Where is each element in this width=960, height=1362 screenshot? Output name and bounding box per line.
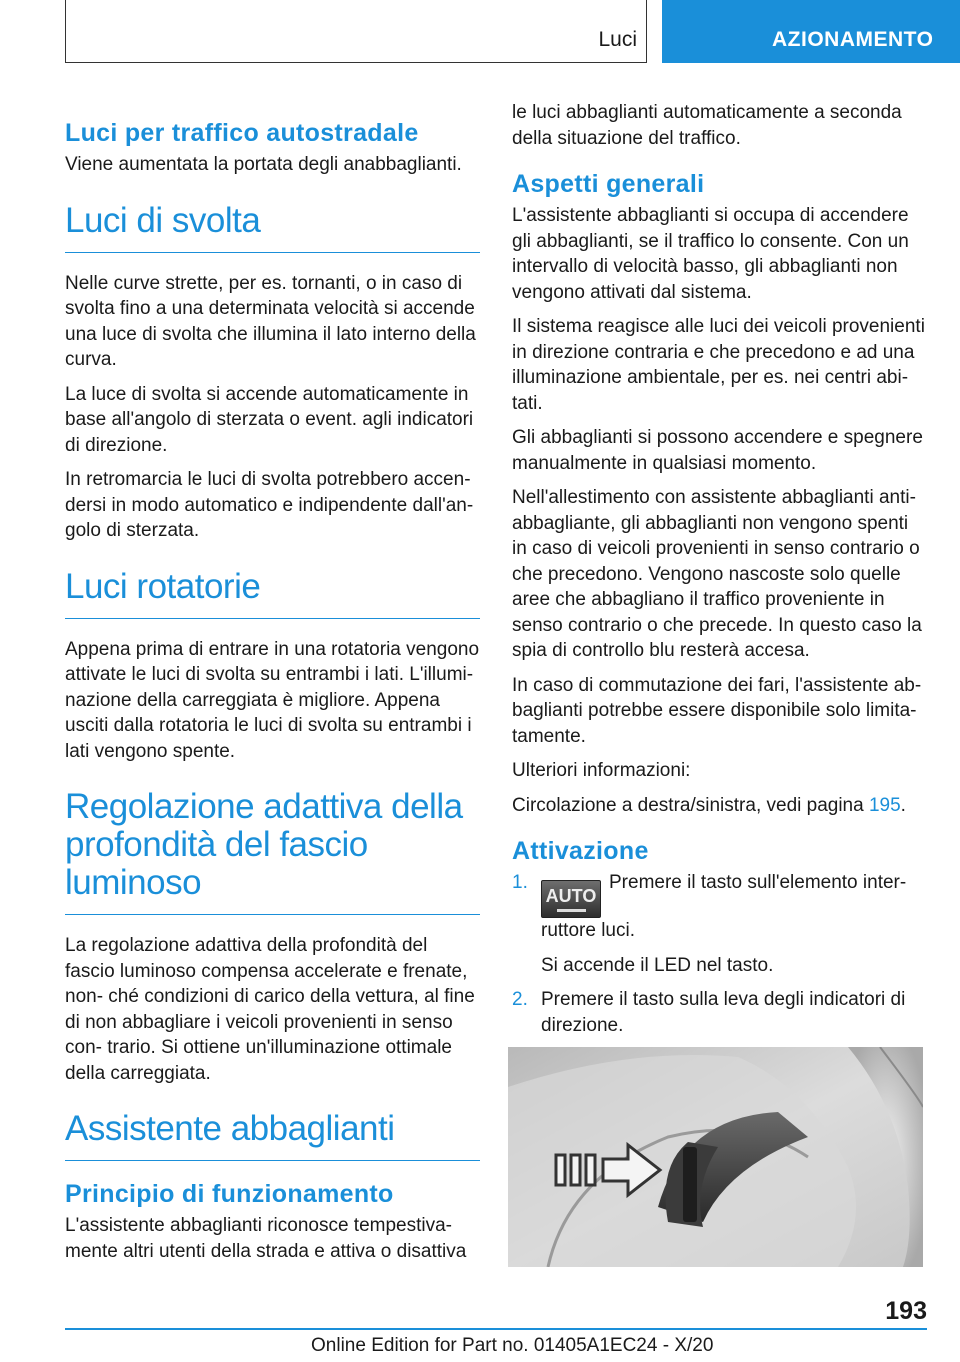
step-note: Si accende il LED nel tasto. [541,954,774,976]
period: . [900,794,906,816]
paragraph: le luci abbaglianti automaticamente a seconda della situazione del traffico. [512,102,902,149]
list-item [512,987,927,1038]
activation-steps [512,870,927,1038]
paragraph: Appena prima di entrare in una rotatoria vengono attivate le luci di svolta su entrambi i lati. L'illumi- nazione della carreggiata è migliore. Appena usciti dalla rotatoria le luci di svolta su entrambi i lati vengono spente. [65,638,480,762]
led-indicator [557,909,586,912]
heading-principle: Principio di funzionamento [65,1180,394,1208]
paragraph: La regolazione adattiva della profondità del fascio luminoso compensa accelerate e frenate, non- ché condizioni di carico della vettura, al fine di non abbagliare i veicoli provenienti in senso con- trario. Si ottiene un'illuminazione ottimale della carreggiata. [65,935,475,1084]
step-text [541,870,927,944]
paragraph: Il sistema reagisce alle luci dei veicoli provenienti in direzione contraria e che precedono e ad una illuminazione ambientale, per es. nei centri abi- tati. [512,316,925,414]
heading-turn-lights: Luci di svolta [65,202,480,253]
paragraph-cross-reference [512,793,927,819]
heading-high-beam-assistant: Assistente abbaglianti [65,1110,480,1161]
paragraph: Viene aumentata la portata degli anabbaglianti. [65,154,462,175]
list-item [512,870,927,978]
heading-highway-lights: Luci per traffico autostradale [65,119,419,147]
paragraph: Nell'allestimento con assistente abbaglianti anti- abbagliante, gli abbaglianti non vengono spenti in caso di veicoli provenienti in senso contrario o che precedono. Vengono nascoste solo quelle aree che abbagliano il traffico proveniente in senso contrario o che precede. In questo caso la spia di controllo blu resterà accesa. [512,487,922,661]
paragraph: In retromarcia le luci di svolta potrebbero accen- dersi in modo automatico e indipendente dall'an- golo di sterzata. [65,469,474,541]
auto-button-icon [541,880,601,918]
page-number: 193 [885,1297,927,1325]
lever-illustration-svg [508,1047,923,1267]
cross-reference-text: Circolazione a destra/sinistra, vedi pagina [512,794,864,816]
header-chapter-tab: AZIONAMENTO [662,0,960,63]
paragraph: L'assistente abbaglianti si occupa di accendere gli abbaglianti, se il traffico lo consente. Con un intervallo di velocità basso, gli abbaglianti non vengono attivati dal sistema. [512,205,909,303]
step-instruction: Premere il tasto sulla leva degli indicatori di direzione. [541,989,906,1036]
paragraph: In caso di commutazione dei fari, l'assistente ab- baglianti potrebbe essere disponibile solo limita- tamente. [512,674,922,747]
step-number: 1. [512,872,528,893]
header-frame [65,0,647,63]
paragraph: L'assistente abbaglianti riconosce tempestiva- mente altri utenti della strada e attiva o disattiva [65,1215,467,1262]
heading-general: Aspetti generali [512,170,705,198]
auto-button-label: AUTO [545,886,597,906]
footer-edition-text: Online Edition for Part no. 01405A1EC24 - X/20 [311,1335,714,1356]
header-section-title: Luci [598,28,637,51]
footer-rule [65,1328,927,1330]
heading-activation: Attivazione [512,837,649,865]
heading-roundabout-lights: Luci rotatorie [65,568,480,619]
step-number: 2. [512,989,528,1010]
paragraph: La luce di svolta si accende automaticamente in base all'angolo di sterzata o event. agli indicatori di direzione. [65,383,474,456]
heading-adaptive-range: Regolazione adattiva della profondità del fascio luminoso [65,788,480,915]
right-column [512,100,927,1047]
paragraph: Nelle curve strette, per es. tornanti, o in caso di svolta fino a una determinata velocità si accende una luce di svolta che illumina il lato interno della curva. [65,272,476,370]
paragraph: Gli abbaglianti si possono accendere e spegnere manualmente in qualsiasi momento. [512,427,923,474]
step-instruction: Premere il tasto sull'elemento inter- ruttore luci. [541,872,907,941]
left-column [65,100,480,1273]
page-link-195[interactable]: 195 [868,794,901,816]
turn-signal-lever-illustration [508,1047,923,1267]
paragraph: Ulteriori informazioni: [512,760,691,781]
